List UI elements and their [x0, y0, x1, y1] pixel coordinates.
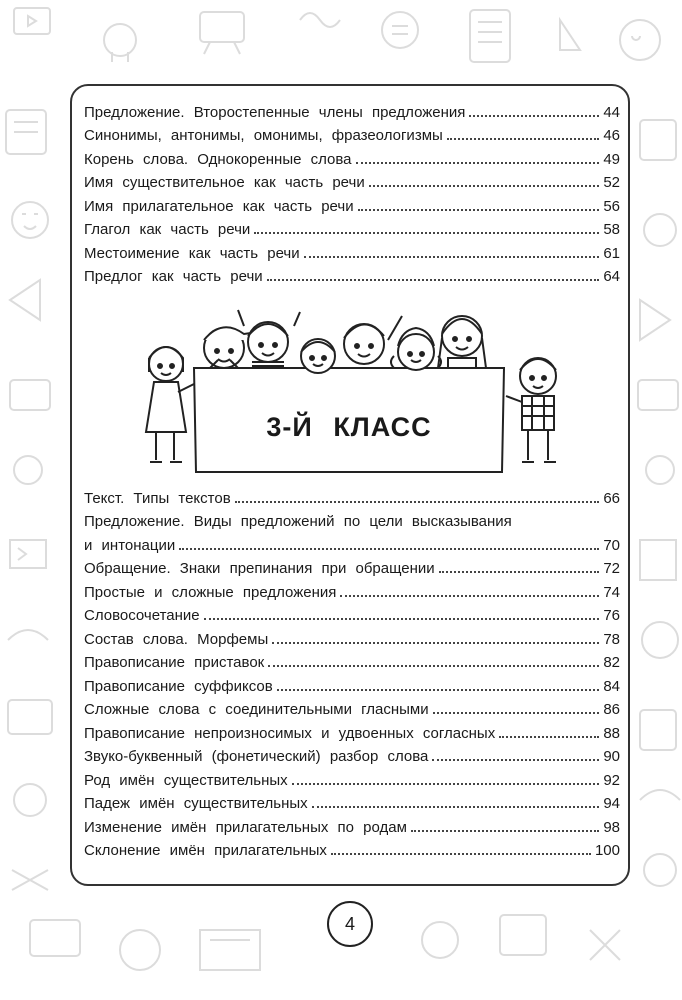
toc-entry[interactable]: [84, 122, 620, 146]
toc-title: Склонение имён прилагательных: [84, 842, 327, 859]
toc-title: Состав слова. Морфемы: [84, 630, 269, 648]
toc-page: 56: [603, 197, 620, 215]
page-number: 4: [327, 901, 373, 947]
toc-title: Имя прилагательное как часть речи: [84, 197, 354, 215]
leader-dots: [204, 618, 600, 620]
leader-dots: [469, 115, 599, 117]
toc-page: 49: [603, 150, 620, 168]
toc-entry[interactable]: [84, 602, 620, 626]
leader-dots: [292, 783, 600, 785]
toc-page: 46: [603, 127, 620, 144]
toc-entry[interactable]: [84, 192, 620, 216]
leader-dots: [235, 501, 600, 503]
kid-curly: [391, 328, 441, 370]
toc-entry[interactable]: [84, 531, 620, 555]
toc-title: Правописание приставок: [84, 654, 265, 671]
toc-title: Звуко-буквенный (фонетический) разбор слова: [84, 748, 429, 765]
toc-title: Падеж имён существительных: [84, 795, 308, 812]
toc-entry[interactable]: [84, 743, 620, 767]
toc-title: Правописание непроизносимых и удвоенных согласных: [84, 724, 496, 742]
toc-title: Местоимение как часть речи: [84, 244, 300, 262]
toc-page: 72: [603, 560, 620, 577]
toc-page: 74: [603, 583, 620, 601]
toc-title: Предложение. Виды предложений по цели высказывания: [84, 513, 512, 530]
class-banner: [72, 296, 628, 476]
toc-entry[interactable]: [84, 216, 620, 240]
leader-dots: [254, 232, 599, 234]
toc-title: Предлог как часть речи: [84, 268, 263, 285]
leader-dots: [277, 689, 600, 691]
kid-girl-left: [146, 347, 194, 462]
toc-page: 76: [603, 607, 620, 624]
leader-dots: [411, 830, 599, 832]
toc-entry[interactable]: [84, 484, 620, 508]
toc-title: Словосочетание: [84, 607, 200, 624]
toc-page: 61: [603, 244, 620, 262]
toc-entry[interactable]: [84, 98, 620, 122]
toc-entry[interactable]: [84, 145, 620, 169]
leader-dots: [369, 185, 600, 187]
toc-page: 86: [603, 701, 620, 718]
toc-page: 94: [603, 795, 620, 812]
leader-dots: [331, 853, 591, 855]
toc-entry[interactable]: [84, 766, 620, 790]
leader-dots: [304, 256, 600, 258]
kid-small: [301, 339, 335, 373]
toc-title: Род имён существительных: [84, 771, 288, 789]
toc-entry[interactable]: [84, 719, 620, 743]
toc-entry-line1[interactable]: [84, 508, 620, 532]
section-title: 3-Й КЛАСС: [266, 412, 432, 442]
toc-entry[interactable]: [84, 837, 620, 861]
leader-dots: [340, 595, 599, 597]
toc-list-bottom: [84, 484, 620, 860]
toc-page: 82: [603, 654, 620, 671]
toc-title: Сложные слова с соединительными гласными: [84, 701, 429, 718]
toc-title: Глагол как часть речи: [84, 221, 251, 238]
toc-title: Обращение. Знаки препинания при обращении: [84, 560, 435, 577]
toc-title: Предложение. Второстепенные члены предложения: [84, 103, 466, 121]
children-illustration: [72, 296, 628, 476]
toc-entry[interactable]: [84, 790, 620, 814]
toc-title: Синонимы, антонимы, омонимы, фразеологизмы: [84, 127, 443, 144]
toc-page: 70: [603, 536, 620, 554]
leader-dots: [312, 806, 600, 808]
toc-entry[interactable]: [84, 813, 620, 837]
toc-list-top: [84, 98, 620, 286]
leader-dots: [447, 138, 600, 140]
toc-title: Изменение имён прилагательных по родам: [84, 818, 407, 836]
toc-entry[interactable]: [84, 672, 620, 696]
toc-page: 66: [603, 489, 620, 507]
toc-page: 58: [603, 221, 620, 238]
toc-page: 52: [603, 174, 620, 191]
leader-dots: [268, 665, 599, 667]
toc-page: 88: [603, 724, 620, 742]
toc-page: 90: [603, 748, 620, 765]
leader-dots: [356, 162, 600, 164]
leader-dots: [433, 712, 600, 714]
toc-title: Простые и сложные предложения: [84, 583, 337, 601]
leader-dots: [267, 279, 600, 281]
toc-page: 64: [603, 268, 620, 285]
toc-title: и интонации: [84, 536, 176, 554]
contents-panel: [70, 84, 630, 886]
leader-dots: [272, 642, 599, 644]
leader-dots: [439, 571, 600, 573]
toc-page: 44: [603, 103, 620, 121]
kid-girl-braids: [438, 316, 486, 368]
toc-entry[interactable]: [84, 239, 620, 263]
leader-dots: [358, 209, 600, 211]
toc-entry[interactable]: [84, 263, 620, 287]
toc-entry[interactable]: [84, 578, 620, 602]
leader-dots: [432, 759, 599, 761]
toc-title: Имя существительное как часть речи: [84, 174, 365, 191]
toc-title: Правописание суффиксов: [84, 677, 273, 695]
leader-dots: [179, 548, 599, 550]
toc-page: 92: [603, 771, 620, 789]
toc-page: 98: [603, 818, 620, 836]
toc-page: 100: [594, 842, 620, 859]
toc-page: 84: [603, 677, 620, 695]
leader-dots: [499, 736, 599, 738]
toc-page: 78: [603, 630, 620, 648]
toc-entry[interactable]: [84, 169, 620, 193]
toc-entry[interactable]: [84, 555, 620, 579]
toc-entry[interactable]: [84, 625, 620, 649]
toc-title: Корень слова. Однокоренные слова: [84, 150, 352, 168]
toc-entry[interactable]: [84, 696, 620, 720]
toc-entry[interactable]: [84, 649, 620, 673]
kid-boy-right: [506, 358, 556, 462]
toc-title: Текст. Типы текстов: [84, 489, 231, 507]
